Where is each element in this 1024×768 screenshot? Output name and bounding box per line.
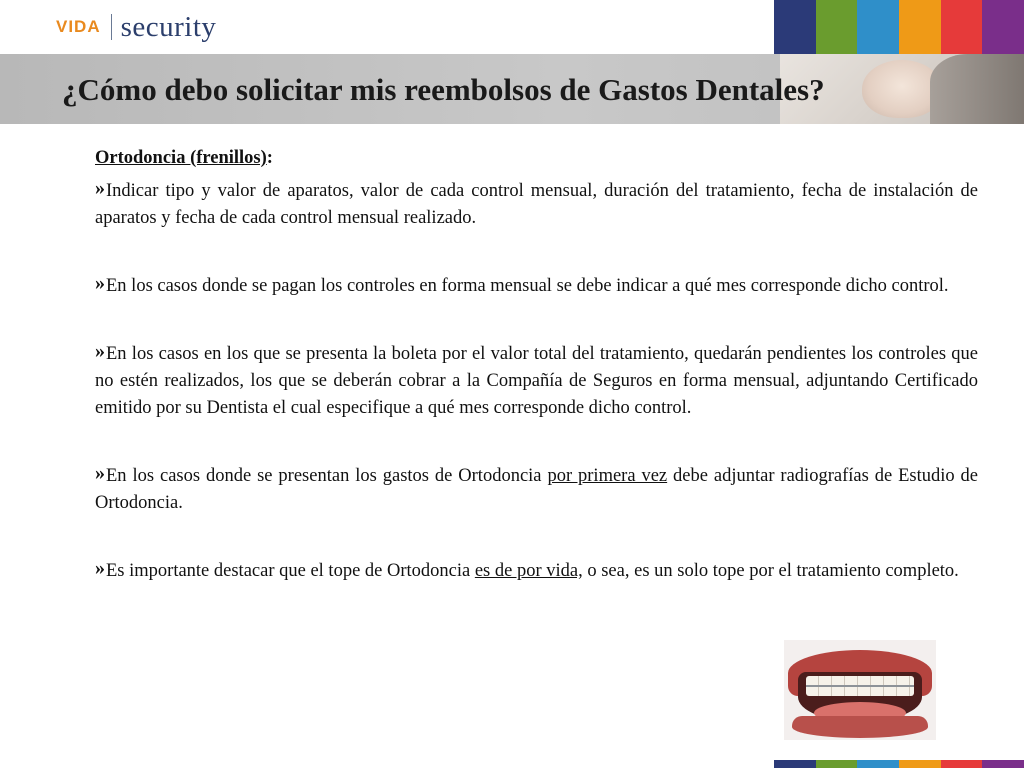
logo-divider bbox=[111, 14, 112, 40]
stripe-purple bbox=[982, 0, 1024, 54]
teeth-with-braces-photo-icon bbox=[784, 640, 936, 740]
bullet-paragraph bbox=[95, 555, 978, 585]
stripe-blue bbox=[857, 0, 899, 54]
photo-hair bbox=[930, 54, 1024, 124]
bullet-paragraph bbox=[95, 270, 978, 300]
section-heading-colon: : bbox=[266, 148, 273, 168]
brand-logo bbox=[56, 10, 216, 44]
page-title: ¿Cómo debo solicitar mis reembolsos de Gastos Dentales? bbox=[62, 72, 825, 107]
stripe-green bbox=[816, 0, 858, 54]
stripe-purple bbox=[982, 760, 1024, 768]
paragraph-text-after: o sea, es un solo tope por el tratamiento completo. bbox=[582, 561, 959, 581]
stripe-blue bbox=[857, 760, 899, 768]
braces-wire bbox=[806, 685, 914, 687]
paragraph-text: Indicar tipo y valor de aparatos, valor de cada control mensual, duración del tratamiento, fecha de instalación de aparatos y fecha de cada control mensual realizado. bbox=[95, 181, 978, 228]
paragraph-text-after: debe adjuntar radiografías de Estudio de Ortodoncia. bbox=[95, 466, 978, 513]
lower-lip bbox=[792, 716, 928, 738]
stripe-red bbox=[941, 0, 983, 54]
bullet-paragraph bbox=[95, 175, 978, 232]
section-heading-text: Ortodoncia (frenillos) bbox=[95, 148, 267, 168]
stripe-red bbox=[941, 760, 983, 768]
logo-security-text: security bbox=[120, 10, 217, 43]
double-chevron-icon: » bbox=[95, 557, 105, 579]
paragraph-text-before: En los casos donde se presentan los gastos de Ortodoncia bbox=[106, 466, 548, 486]
section-heading bbox=[95, 148, 978, 169]
stripe-orange bbox=[899, 760, 941, 768]
double-chevron-icon: » bbox=[95, 340, 105, 362]
brand-color-stripes bbox=[774, 0, 1024, 54]
double-chevron-icon: » bbox=[95, 462, 105, 484]
double-chevron-icon: » bbox=[95, 177, 105, 199]
stripe-navy bbox=[774, 760, 816, 768]
stripe-navy bbox=[774, 0, 816, 54]
footer-color-stripes bbox=[774, 760, 1024, 768]
stripe-green bbox=[816, 760, 858, 768]
paragraph-text-before: Es importante destacar que el tope de Ortodoncia bbox=[106, 561, 475, 581]
slide-content bbox=[95, 148, 978, 623]
bullet-paragraph bbox=[95, 338, 978, 422]
paragraph-text: En los casos donde se pagan los controles en forma mensual se debe indicar a qué mes corresponde dicho control. bbox=[106, 276, 949, 296]
emphasis-underlined: por primera vez bbox=[547, 466, 668, 486]
stripe-orange bbox=[899, 0, 941, 54]
emphasis-underlined: es de por vida, bbox=[474, 561, 583, 581]
double-chevron-icon: » bbox=[95, 272, 105, 294]
bullet-paragraph bbox=[95, 460, 978, 517]
paragraph-text: En los casos en los que se presenta la boleta por el valor total del tratamiento, quedarán pendientes los controles que no estén realizados, los que se deberán cobrar a la Compañía de Seguros en forma mensual, adjuntando Certificado emitido por su Dentista el cual especifique a qué mes corresponde dicho control. bbox=[95, 344, 978, 418]
logo-vida-text: VIDA bbox=[56, 17, 101, 36]
